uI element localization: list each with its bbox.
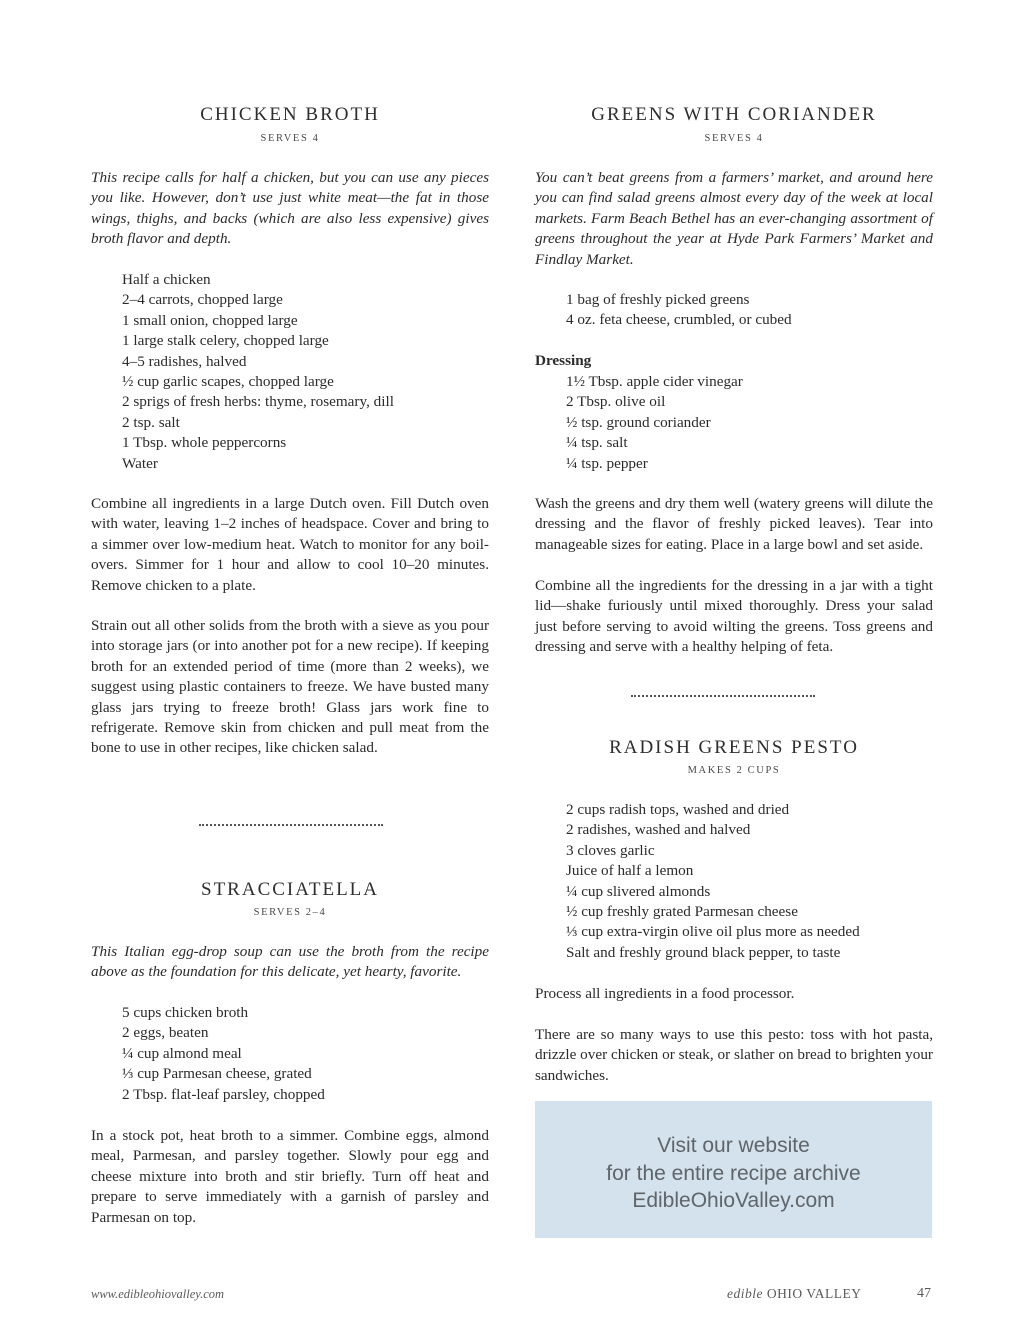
ingredient-item: Salt and freshly ground black pepper, to taste xyxy=(566,943,841,961)
ingredient-item: 2 sprigs of fresh herbs: thyme, rosemary, dill xyxy=(122,393,394,411)
stracciatella-serves: SERVES 2–4 xyxy=(253,907,327,918)
greens-coriander-serves: SERVES 4 xyxy=(704,133,764,144)
ingredient-item: ½ cup freshly grated Parmesan cheese xyxy=(566,903,798,921)
ingredient-item: 3 cloves garlic xyxy=(566,841,655,859)
greens-coriander-title: GREENS WITH CORIANDER xyxy=(591,104,877,125)
ingredient-item: ½ cup garlic scapes, chopped large xyxy=(122,373,334,391)
chicken-broth-step-2: Strain out all other solids from the broth with a sieve as you pour into storage jars (or into another pot for a new recipe). If keeping broth for an extended period of time (more than 2 weeks), we suggest using plastic containers to freeze. We have busted many glass jars trying to freeze broth! Glass jars work fine to refrigerate. Remove skin from chicken and pull meat from the bone to use in other recipes, like chicken salad. xyxy=(91,617,489,757)
dressing-heading: Dressing xyxy=(535,352,592,369)
radish-pesto-title: RADISH GREENS PESTO xyxy=(609,737,859,758)
greens-coriander-intro: You can’t beat greens from a farmers’ market, and around here you can find salad greens almost every day of the week at local markets. Farm Beach Bethel has an ever-changing assortment of greens throughout the year at Hyde Park Farmers’ Market and Findlay Market. xyxy=(535,169,933,268)
chicken-broth-step-1: Combine all ingredients in a large Dutch oven. Fill Dutch oven with water, leaving 1–2 inches of headspace. Cover and bring to a simmer over low-medium heat. Watch to monitor for any boil-overs. Simmer for 1 hour and allow to cool 10–20 minutes. Remove chicken to a plate. xyxy=(91,495,489,594)
ingredient-item: 2–4 carrots, chopped large xyxy=(122,291,283,309)
radish-pesto-step-2: There are so many ways to use this pesto: toss with hot pasta, drizzle over chicken or steak, or slather on bread to brighten your sandwiches. xyxy=(535,1026,933,1084)
ingredient-item: Water xyxy=(122,454,158,472)
ingredient-item: ⅓ cup extra-virgin olive oil plus more as needed xyxy=(566,923,860,941)
ingredient-item: 1 small onion, chopped large xyxy=(122,311,298,329)
website-promo-box[interactable] xyxy=(535,1101,932,1238)
ingredient-item: ¼ cup almond meal xyxy=(122,1044,242,1062)
ingredient-item: 2 tsp. salt xyxy=(122,413,180,431)
ingredient-item: ½ tsp. ground coriander xyxy=(566,413,711,431)
chicken-broth-serves: SERVES 4 xyxy=(260,133,320,144)
footer-url[interactable]: www.edibleohiovalley.com xyxy=(91,1287,225,1301)
chicken-broth-intro: This recipe calls for half a chicken, but you can use any pieces you like. However, don’t use just white meat—the fat in those wings, thighs, and backs (which are also less expensive) gives broth flavor and depth. xyxy=(91,169,489,248)
chicken-broth-title: CHICKEN BROTH xyxy=(200,104,380,125)
dressing-ingredients xyxy=(535,372,964,474)
footer-brand-edible: edible xyxy=(727,1286,763,1301)
page-number: 47 xyxy=(917,1286,931,1301)
section-divider xyxy=(631,695,815,697)
footer-brand xyxy=(727,1286,862,1302)
ingredient-item: ¼ tsp. pepper xyxy=(566,454,648,472)
greens-coriander-ingredients xyxy=(535,290,964,331)
ingredient-item: 2 Tbsp. olive oil xyxy=(566,393,666,411)
stracciatella-ingredients xyxy=(91,1003,520,1105)
ingredient-item: 1½ Tbsp. apple cider vinegar xyxy=(566,373,743,390)
ingredient-item: 2 Tbsp. flat-leaf parsley, chopped xyxy=(122,1085,325,1103)
stracciatella-title: STRACCIATELLA xyxy=(201,879,379,900)
ingredient-item: ¼ tsp. salt xyxy=(566,434,628,452)
promo-line-2: for the entire recipe archive xyxy=(606,1161,861,1185)
radish-pesto-ingredients xyxy=(535,800,964,963)
promo-line-1: Visit our website xyxy=(657,1134,810,1157)
section-divider xyxy=(199,824,383,826)
ingredient-item: 2 radishes, washed and halved xyxy=(566,821,751,839)
stracciatella-step-1: In a stock pot, heat broth to a simmer. Combine eggs, almond meal, Parmesan, and parsley together. Slowly pour egg and cheese mixture into broth and stir briefly. Turn off heat and prepare to serve immediately with a garnish of parsley and Parmesan on top. xyxy=(91,1127,489,1226)
ingredient-item: 1 bag of freshly picked greens xyxy=(566,291,750,308)
chicken-broth-ingredients xyxy=(91,270,520,474)
stracciatella-intro: This Italian egg-drop soup can use the broth from the recipe above as the foundation for this delicate, yet hearty, favorite. xyxy=(91,943,489,981)
ingredient-item: 2 cups radish tops, washed and dried xyxy=(566,801,790,818)
greens-coriander-step-2: Combine all the ingredients for the dressing in a jar with a tight lid—shake furiously until mixed thoroughly. Dress your salad just before serving to avoid wilting the greens. Toss greens and dressing and serve with a healthy helping of feta. xyxy=(535,577,933,656)
promo-website-link[interactable]: EdibleOhioValley.com xyxy=(632,1189,835,1212)
ingredient-item: Half a chicken xyxy=(122,271,211,288)
ingredient-item: 5 cups chicken broth xyxy=(122,1004,249,1021)
greens-coriander-step-1: Wash the greens and dry them well (watery greens will dilute the dressing and the flavor of freshly picked leaves). Tear into manageable sizes for eating. Place in a large bowl and set aside. xyxy=(535,495,933,553)
ingredient-item: 2 eggs, beaten xyxy=(122,1024,209,1042)
footer-brand-region: OHIO VALLEY xyxy=(766,1286,862,1301)
ingredient-item: 1 Tbsp. whole peppercorns xyxy=(122,434,287,452)
ingredient-item: 4 oz. feta cheese, crumbled, or cubed xyxy=(566,311,792,329)
ingredient-item: ¼ cup slivered almonds xyxy=(566,882,711,900)
ingredient-item: ⅓ cup Parmesan cheese, grated xyxy=(122,1065,312,1083)
ingredient-item: Juice of half a lemon xyxy=(566,862,694,880)
radish-pesto-step-1: Process all ingredients in a food processor. xyxy=(535,985,795,1002)
ingredient-item: 4–5 radishes, halved xyxy=(122,352,247,370)
ingredient-item: 1 large stalk celery, chopped large xyxy=(122,332,329,350)
radish-pesto-serves: MAKES 2 CUPS xyxy=(687,765,781,776)
